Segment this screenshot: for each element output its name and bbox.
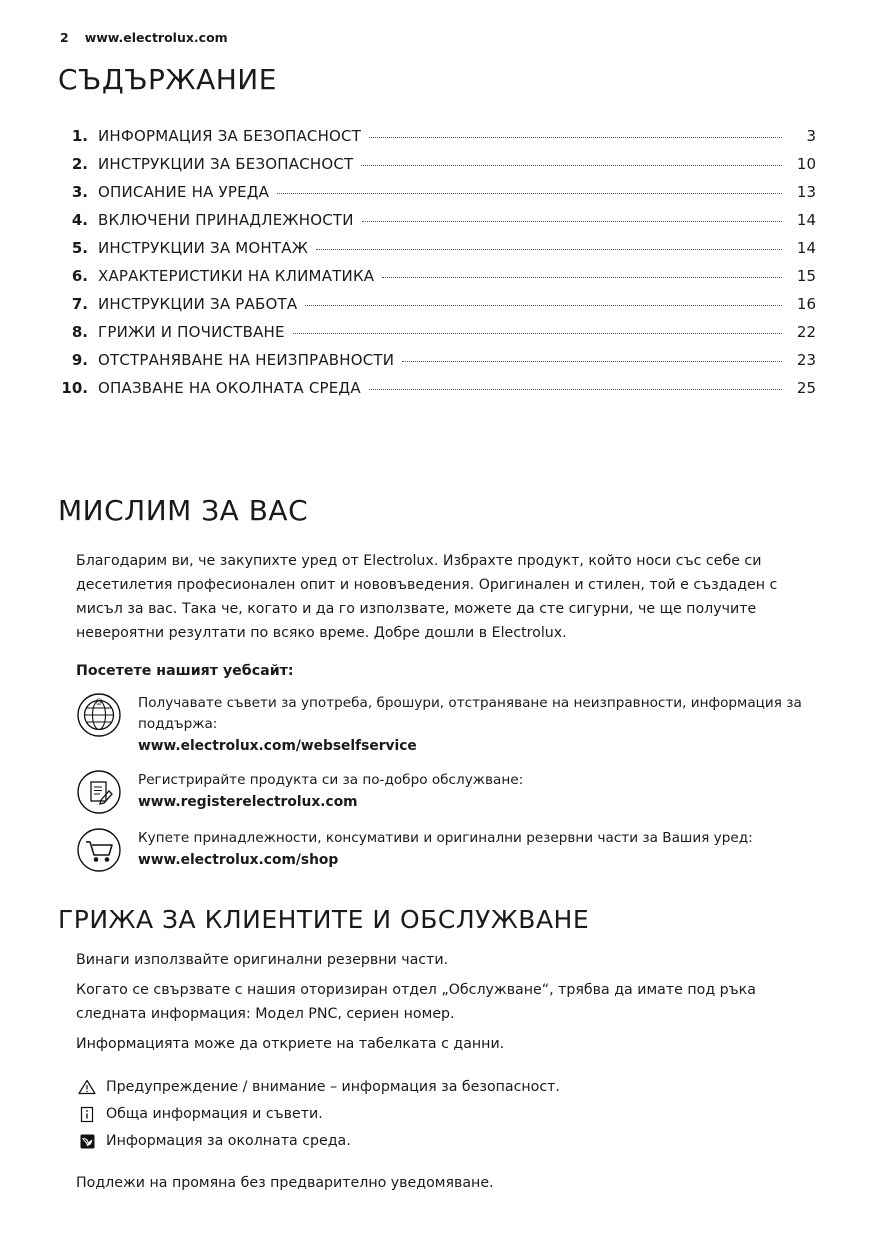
toc-page: 23 (796, 351, 816, 369)
toc-label: ОПИСАНИЕ НА УРЕДА (98, 183, 270, 201)
toc-title: СЪДЪРЖАНИЕ (58, 63, 277, 96)
table-of-contents (58, 122, 816, 402)
toc-leader (316, 249, 782, 250)
toc-page: 13 (796, 183, 816, 201)
toc-leader (305, 305, 782, 306)
toc-page: 16 (796, 295, 816, 313)
register-product-url[interactable]: www.registerelectrolux.com (138, 794, 358, 810)
customer-care-title: ГРИЖА ЗА КЛИЕНТИТЕ И ОБСЛУЖВАНЕ (58, 905, 590, 934)
toc-number: 4. (71, 211, 88, 229)
toc-entry[interactable] (58, 290, 816, 318)
toc-page: 3 (806, 127, 816, 145)
toc-label: ОПАЗВАНЕ НА ОКОЛНАТА СРЕДА (98, 379, 361, 397)
toc-number: 7. (71, 295, 88, 313)
website-url: www.electrolux.com (84, 30, 228, 45)
toc-label: ВКЛЮЧЕНИ ПРИНАДЛЕЖНОСТИ (98, 211, 354, 229)
legend-list (58, 1076, 816, 1152)
toc-label: ХАРАКТЕРИСТИКИ НА КЛИМАТИКА (98, 267, 375, 285)
register-document-icon (76, 769, 122, 815)
warning-triangle-icon (76, 1077, 98, 1097)
legend-environment-row (76, 1130, 816, 1152)
toc-entry[interactable] (58, 150, 816, 178)
toc-entry[interactable] (58, 374, 816, 402)
toc-leader (361, 165, 782, 166)
toc-leader (369, 137, 782, 138)
environment-leaf-icon (76, 1131, 98, 1151)
toc-number: 1. (71, 127, 88, 145)
toc-page: 14 (796, 211, 816, 229)
register-product-row[interactable] (58, 768, 816, 815)
legend-info-row (76, 1103, 816, 1125)
toc-label: ИНСТРУКЦИИ ЗА РАБОТА (98, 295, 298, 313)
toc-label: ИНСТРУКЦИИ ЗА БЕЗОПАСНОСТ (98, 155, 354, 173)
toc-label: ГРИЖИ И ПОЧИСТВАНЕ (98, 323, 285, 341)
toc-leader (382, 277, 782, 278)
svg-text:@: @ (95, 698, 103, 706)
toc-number: 3. (71, 183, 88, 201)
visit-website-label: Посетете нашият уебсайт: (76, 663, 294, 679)
legend-environment-text: Информация за околната среда. (106, 1133, 351, 1149)
webselfservice-url[interactable]: www.electrolux.com/webselfservice (138, 738, 417, 754)
toc-page: 15 (796, 267, 816, 285)
toc-number: 2. (71, 155, 88, 173)
toc-page: 14 (796, 239, 816, 257)
toc-leader (293, 333, 782, 334)
toc-entry[interactable] (58, 178, 816, 206)
toc-entry[interactable] (58, 206, 816, 234)
toc-entry[interactable] (58, 318, 816, 346)
legend-info-text: Обща информация и съвети. (106, 1106, 323, 1122)
toc-page: 25 (796, 379, 816, 397)
register-product-text (138, 768, 523, 813)
toc-leader (402, 361, 782, 362)
shop-url[interactable]: www.electrolux.com/shop (138, 852, 339, 868)
toc-label: ИНСТРУКЦИИ ЗА МОНТАЖ (98, 239, 309, 257)
toc-number: 10. (61, 379, 88, 397)
toc-leader (362, 221, 782, 222)
register-product-description: Регистрирайте продукта си за по-добро обслужване: (138, 772, 524, 788)
toc-number: 6. (71, 267, 88, 285)
change-notice: Подлежи на промяна без предварително уведомяване. (76, 1175, 494, 1191)
toc-entry[interactable] (58, 234, 816, 262)
toc-leader (277, 193, 782, 194)
page-header (60, 30, 816, 45)
toc-entry[interactable] (58, 122, 816, 150)
thinking-of-you-title: МИСЛИМ ЗА ВАС (58, 494, 309, 527)
shop-row[interactable] (58, 826, 816, 873)
thinking-of-you-paragraph: Благодарим ви, че закупихте уред от Electrolux. Избрахте продукт, който носи със себе си десетилетия професионален опит и нововъведения. Оригинален и стилен, той е създаден с мисъл за вас. Така че, когато и да го използвате, можете да сте сигурни, че ще получите невероятни резултати по всяко време. Добре дошли в Electrolux. (76, 553, 778, 641)
toc-number: 9. (71, 351, 88, 369)
toc-label: ОТСТРАНЯВАНЕ НА НЕИЗПРАВНОСТИ (98, 351, 395, 369)
legend-warning-text: Предупреждение / внимание – информация за безопасност. (106, 1079, 560, 1095)
care-line-3: Информацията може да откриете на табелката с данни. (76, 1036, 505, 1052)
legend-warning-row (76, 1076, 816, 1098)
info-icon (76, 1104, 98, 1124)
webselfservice-row[interactable] (58, 691, 816, 757)
toc-entry[interactable] (58, 346, 816, 374)
webselfservice-text (138, 691, 816, 757)
shop-text (138, 826, 753, 871)
toc-number: 8. (71, 323, 88, 341)
shop-description: Купете принадлежности, консумативи и оригинални резервни части за Вашия уред: (138, 830, 753, 846)
toc-number: 5. (71, 239, 88, 257)
toc-leader (369, 389, 782, 390)
page-number: 2 (60, 30, 69, 45)
toc-page: 10 (796, 155, 816, 173)
shopping-cart-icon (76, 827, 122, 873)
care-line-2: Когато се свързвате с нашия оторизиран отдел „Обслужване“, трябва да имате под ръка следната информация: Модел PNC, сериен номер. (76, 982, 756, 1022)
globe-icon (76, 692, 122, 738)
toc-label: ИНФОРМАЦИЯ ЗА БЕЗОПАСНОСТ (98, 127, 362, 145)
care-line-1: Винаги използвайте оригинални резервни части. (76, 952, 449, 968)
webselfservice-description: Получавате съвети за употреба, брошури, отстраняване на неизправности, информация за поддържа: (138, 695, 802, 732)
toc-page: 22 (796, 323, 816, 341)
toc-entry[interactable] (58, 262, 816, 290)
